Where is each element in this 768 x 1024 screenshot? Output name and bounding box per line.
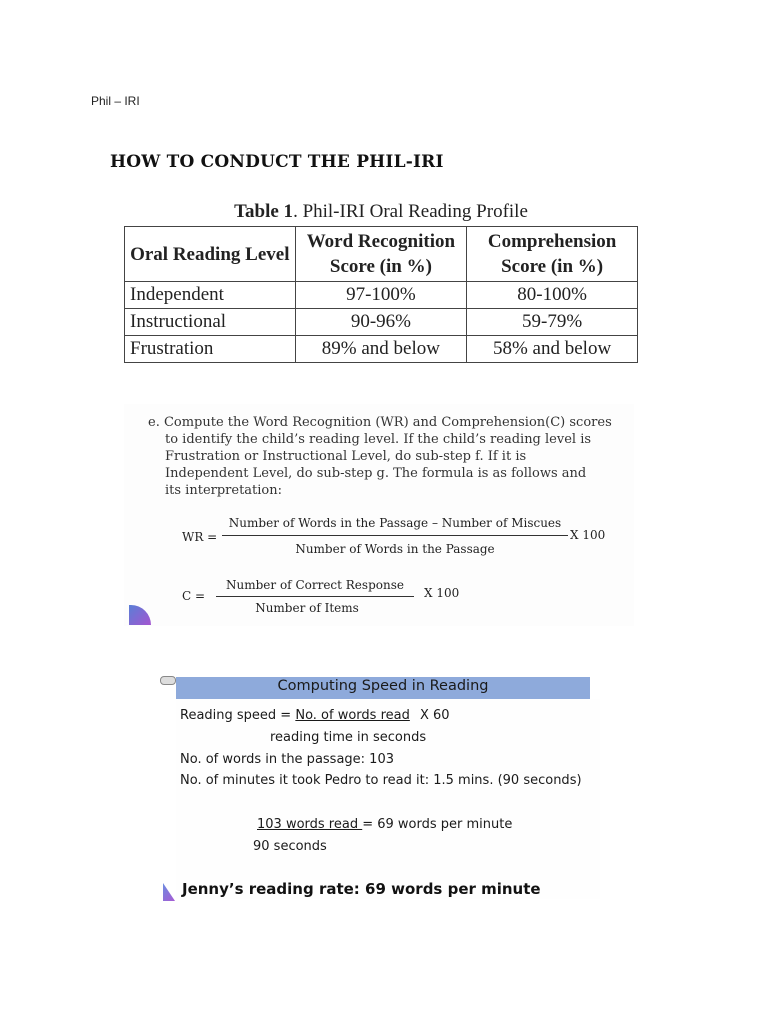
words-in-passage-line: No. of words in the passage: 103: [180, 752, 394, 767]
c-formula-numerator: Number of Correct Response: [226, 578, 404, 592]
table-cell: Frustration: [125, 336, 296, 363]
table-cell: 80-100%: [467, 282, 638, 309]
table-cell: Independent: [125, 282, 296, 309]
document-header: Phil – IRI: [91, 94, 140, 108]
column-header-comprehension: Comprehension Score (in %): [467, 227, 638, 282]
wr-formula-label: WR =: [182, 530, 218, 544]
instruction-line: its interpretation:: [165, 483, 283, 498]
table-caption: [124, 201, 638, 223]
column-header-word-recognition: Word Recognition Score (in %): [295, 227, 467, 282]
wr-formula-multiplier: X 100: [570, 528, 606, 542]
table-cell: 58% and below: [467, 336, 638, 363]
table-header-row: [125, 227, 638, 282]
reading-profile-table: [124, 226, 638, 363]
reading-rate-summary: Jenny’s reading rate: 69 words per minute: [182, 880, 541, 898]
table-cell: 90-96%: [295, 309, 467, 336]
column-header-level: Oral Reading Level: [125, 227, 296, 282]
table-row: [125, 282, 638, 309]
instruction-line: Frustration or Instructional Level, do sub-step f. If it is: [165, 449, 527, 464]
c-formula-denominator: Number of Items: [255, 601, 359, 615]
c-formula-multiplier: X 100: [424, 586, 460, 600]
instruction-line: to identify the child’s reading level. If the child’s reading level is: [165, 432, 592, 447]
speed-formula-numerator: No. of words read: [295, 708, 410, 723]
calc-denominator: 90 seconds: [253, 839, 327, 854]
instruction-line: e. Compute the Word Recognition (WR) and Comprehension(C) scores: [148, 415, 612, 430]
table-row: [125, 336, 638, 363]
speed-image-background: [176, 699, 600, 899]
speed-formula-denominator: reading time in seconds: [270, 730, 427, 745]
wr-formula-denominator: Number of Words in the Passage: [295, 542, 495, 556]
calc-result: = 69 words per minute: [362, 817, 513, 832]
speed-formula-multiplier: X 60: [420, 708, 450, 723]
decorative-triangle-shape: [163, 883, 175, 901]
speed-formula-prefix: Reading speed =: [180, 708, 296, 723]
speed-title: Computing Speed in Reading: [277, 678, 489, 694]
table-caption-label: Table 1: [234, 201, 294, 222]
table-row: [125, 309, 638, 336]
c-formula-label: C =: [182, 589, 206, 603]
table-cell: 59-79%: [467, 309, 638, 336]
calc-numerator: 103 words read: [257, 817, 363, 832]
wr-fraction-bar: [222, 535, 568, 536]
wr-formula-numerator: Number of Words in the Passage – Number of Miscues: [228, 516, 562, 530]
table-cell: 97-100%: [295, 282, 467, 309]
section-title: HOW TO CONDUCT THE PHIL-IRI: [110, 152, 444, 172]
minutes-line: No. of minutes it took Pedro to read it: 1.5 mins. (90 seconds): [180, 773, 582, 788]
table-cell: Instructional: [125, 309, 296, 336]
c-fraction-bar: [216, 596, 414, 597]
table-cell: 89% and below: [295, 336, 467, 363]
decorative-mark: [160, 676, 176, 685]
instruction-text: [148, 414, 628, 499]
table-caption-title: . Phil-IRI Oral Reading Profile: [293, 201, 528, 222]
speed-formula-line: [180, 708, 410, 723]
instruction-line: Independent Level, do sub-step g. The formula is as follows and: [165, 466, 587, 481]
calc-line: [257, 817, 512, 832]
